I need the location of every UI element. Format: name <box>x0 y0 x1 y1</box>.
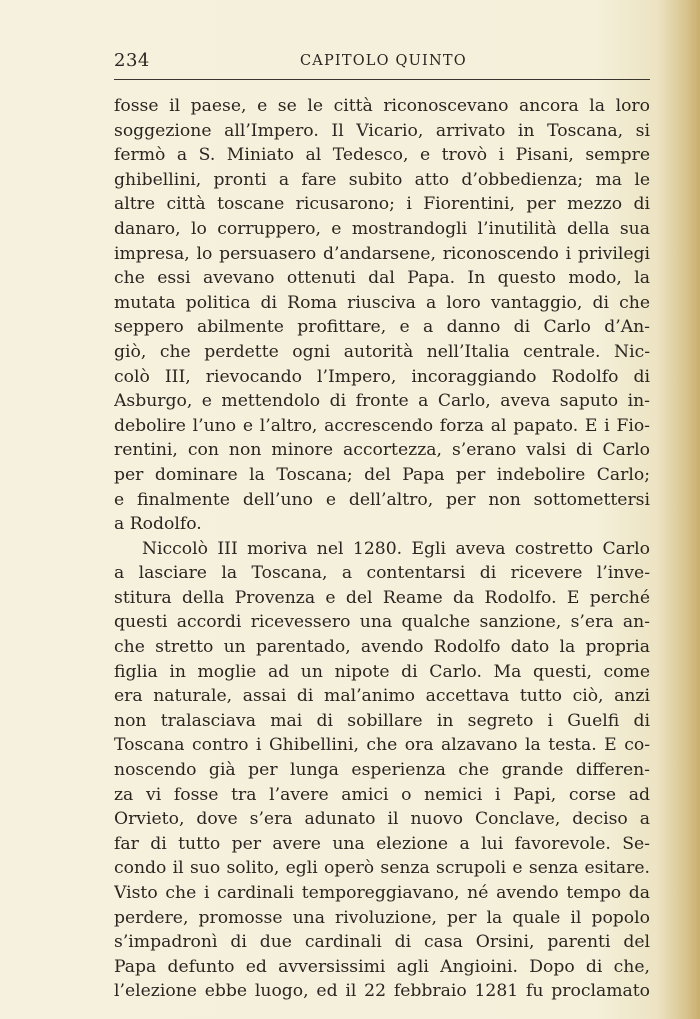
text-line: condo il suo solito, egli operò senza scrupoli e senza esitare. <box>114 858 650 879</box>
text-line: che essi avevano ottenuti dal Papa. In questo modo, la <box>114 268 650 289</box>
text-line: che stretto un parentado, avendo Rodolfo dato la propria <box>114 637 650 658</box>
page-header <box>114 50 650 76</box>
text-line: a lasciare la Toscana, a contentarsi di ricevere l’inve- <box>114 563 650 584</box>
text-line: colò III, rievocando l’Impero, incoraggiando Rodolfo di <box>114 366 650 387</box>
text-line: a Rodolfo. <box>114 514 202 535</box>
text-line: per dominare la Toscana; del Papa per indebolire Carlo; <box>114 464 650 485</box>
text-line: seppero abilmente profittare, e a danno di Carlo d’An- <box>114 317 650 338</box>
text-line: giò, che perdette ogni autorità nell’Italia centrale. Nic- <box>114 341 650 362</box>
text-line: Orvieto, dove s’era adunato il nuovo Conclave, deciso a <box>114 809 650 830</box>
text-line: Toscana contro i Ghibellini, che ora alzavano la testa. E co- <box>114 735 650 756</box>
text-line: impresa, lo persuasero d’andarsene, riconoscendo i privilegi <box>114 243 650 264</box>
text-line: non tralasciava mai di sobillare in segreto i Guelfi di <box>114 710 650 731</box>
text-line: Papa defunto ed avversissimi agli Angioini. Dopo di che, <box>114 956 650 977</box>
text-line: l’elezione ebbe luogo, ed il 22 febbraio 1281 fu proclamato <box>114 981 650 1002</box>
text-line: rentini, con non minore accortezza, s’erano valsi di Carlo <box>114 440 650 461</box>
header-rule <box>114 79 650 80</box>
text-line: perdere, promosse una rivoluzione, per la quale il popolo <box>114 907 650 928</box>
text-line: stitura della Provenza e del Reame da Rodolfo. E perché <box>114 587 650 608</box>
text-line: Asburgo, e mettendolo di fronte a Carlo, aveva saputo in- <box>114 391 650 412</box>
text-line: s’impadronì di due cardinali di casa Orsini, parenti del <box>114 932 650 953</box>
text-line: debolire l’uno e l’altro, accrescendo forza al papato. E i Fio- <box>114 415 650 436</box>
text-line: mutata politica di Roma riusciva a loro vantaggio, di che <box>114 292 650 313</box>
text-line: era naturale, assai di mal’animo accettava tutto ciò, anzi <box>114 686 650 707</box>
text-line: fermò a S. Miniato al Tedesco, e trovò i Pisani, sempre <box>114 145 650 166</box>
text-line: questi accordi ricevessero una qualche sanzione, s’era an- <box>114 612 650 633</box>
text-line: Visto che i cardinali temporeggiavano, né avendo tempo da <box>114 883 650 903</box>
text-line: ghibellini, pronti a fare subito atto d’obbedienza; ma le <box>114 169 650 190</box>
text-line: e finalmente dell’uno e dell’altro, per non sottomettersi <box>114 489 650 510</box>
body-text <box>114 94 650 1004</box>
page-number: 234 <box>114 50 150 71</box>
text-line: far di tutto per avere una elezione a lui favorevole. Se- <box>114 833 650 854</box>
text-line: noscendo già per lunga esperienza che grande differen- <box>114 760 650 781</box>
running-head: CAPITOLO QUINTO <box>300 53 467 69</box>
text-line: figlia in moglie ad un nipote di Carlo. Ma questi, come <box>114 661 650 682</box>
text-line: za vi fosse tra l’avere amici o nemici i Papi, corse ad <box>114 784 650 805</box>
text-line: danaro, lo corruppero, e mostrandogli l’inutilità della sua <box>114 218 650 239</box>
text-line: soggezione all’Impero. Il Vicario, arrivato in Toscana, si <box>114 120 650 141</box>
text-line: fosse il paese, e se le città riconoscevano ancora la loro <box>114 96 650 116</box>
text-line: Niccolò III moriva nel 1280. Egli aveva costretto Carlo <box>142 538 650 559</box>
text-line: altre città toscane ricusarono; i Fiorentini, per mezzo di <box>114 194 650 215</box>
